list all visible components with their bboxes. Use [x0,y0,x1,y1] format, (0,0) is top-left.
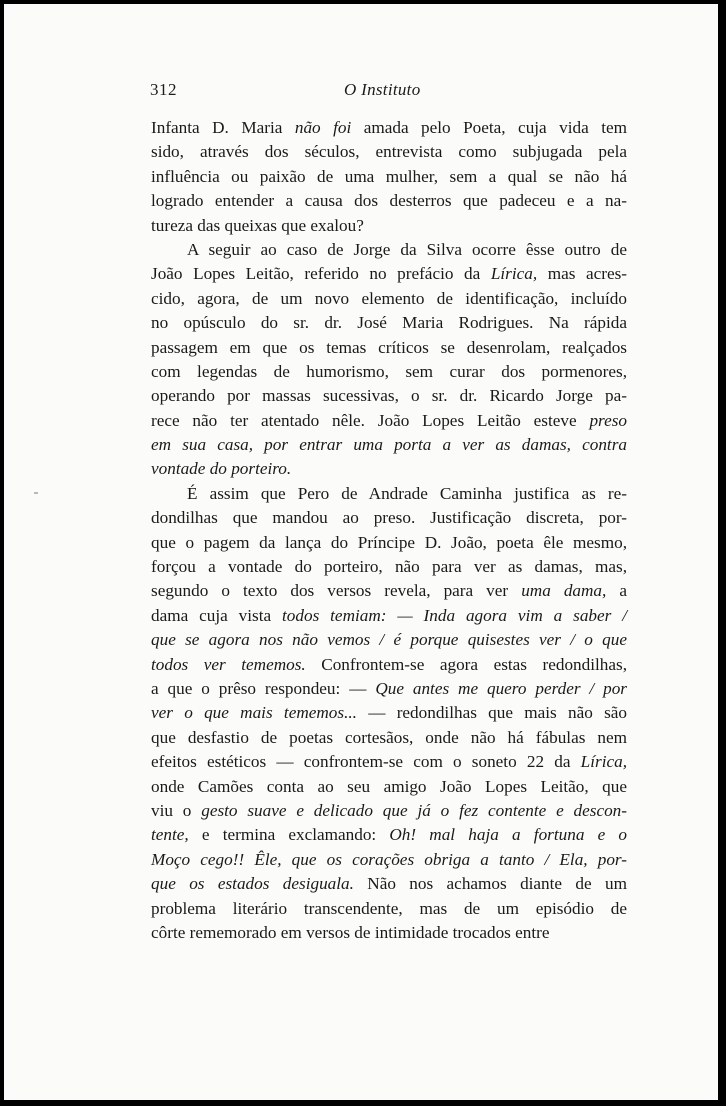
text-line [151,433,627,457]
text-line [151,775,627,799]
text-run: Infanta D. Maria [151,118,295,137]
italic-run: uma dama, [521,581,607,601]
text-run: dama cuja vista [151,605,283,625]
text-line [151,799,627,823]
text-run: tureza das queixas que exalou? [151,215,364,235]
text-line [151,409,627,433]
text-line [151,726,627,750]
text-run: a que o prêso respondeu: — [151,678,376,698]
italic-run: Lírica, [490,264,538,284]
text-line [151,140,627,164]
text-line [151,628,627,652]
text-run: logrado entender a causa dos desterros que padeceu e a na- [151,191,627,211]
running-head [4,80,718,102]
text-run: passagem em que os temas críticos se desenrolam, realçados [151,337,627,357]
text-line [151,238,627,262]
italic-run: em sua casa, por entrar uma porta a ver as damas, contra [151,435,627,455]
text-line [151,579,627,603]
text-run: cido, agora, de um novo elemento de identificação, incluído [151,288,627,308]
text-line [151,701,627,725]
paper-speck [34,492,38,494]
journal-title: O Instituto [344,80,421,99]
text-run: e termina exclamando: [188,825,390,845]
italic-run: Moço cego!! Êle, que os corações obriga a tanto / Ela, por- [151,849,627,869]
text-line [151,384,627,408]
italic-run: todos temiam: — Inda agora vim a saber / [282,605,628,625]
text-line [151,897,627,921]
paragraph-1 [151,116,627,238]
text-run: que o pagem da lança do Príncipe D. João, poeta êle mesmo, [151,532,627,552]
text-run: viu o [151,800,202,820]
text-line [151,457,627,481]
text-line [151,848,627,872]
paragraph-3 [151,482,627,945]
text-run: João Lopes Leitão, referido no prefácio da [151,264,491,284]
italic-run: todos ver tememos. [151,654,306,674]
text-run: no opúsculo do sr. dr. José Maria Rodrigues. Na rápida [151,313,627,333]
text-line [151,506,627,530]
text-run: efeitos estéticos — confrontem-se com o soneto 22 da [151,752,581,772]
italic-run: que os estados desiguala. [151,874,354,894]
text-line [151,287,627,311]
text-run: forçou a vontade do porteiro, não para ver as damas, mas, [151,557,627,577]
italic-run: vontade do porteiro. [151,459,292,479]
book-page [4,4,718,1100]
text-run: Confrontem-se agora estas redondilhas, [305,654,627,674]
text-line [151,165,627,189]
italic-run: ver o que mais tememos... [151,703,357,723]
text-body [151,116,627,945]
text-line [151,336,627,360]
text-run: a [606,581,627,601]
italic-run: não foi [294,118,352,137]
text-run: É assim que Pero de Andrade Caminha justifica as re- [187,483,627,503]
text-line [151,360,627,384]
text-run: influência ou paixão de uma mulher, sem a qual se não há [151,166,627,186]
text-run: com legendas de humorismo, sem curar dos pormenores, [151,361,627,381]
text-run: dondilhas que mandou ao preso. Justificação discreta, por- [151,508,627,528]
text-line [151,823,627,847]
text-run: A seguir ao caso de Jorge da Silva ocorre êsse outro de [187,239,627,259]
text-line [151,921,627,945]
italic-run: preso [589,410,627,430]
text-line [151,311,627,335]
text-line [151,677,627,701]
italic-run: Oh! mal haja a fortuna e o [389,825,628,845]
text-run: rece não ter atentado nêle. João Lopes Leitão esteve [151,410,590,430]
text-line [151,750,627,774]
page-number: 312 [150,80,177,99]
text-line [151,653,627,677]
italic-run: tente, [151,825,189,845]
text-line [151,872,627,896]
text-run: onde Camões conta ao seu amigo João Lopes Leitão, que [151,776,627,796]
paragraph-2 [151,238,627,482]
text-run: — redondilhas que mais não são [356,703,627,723]
text-run: Não nos achamos diante de um [353,874,627,894]
italic-run: gesto suave e delicado que já o fez contente e descon- [201,800,627,820]
text-run: amada pelo Poeta, cuja vida tem [351,118,627,137]
italic-run: Que antes me quero perder / por [375,678,627,698]
text-line [151,482,627,506]
text-line [151,116,627,140]
text-run: côrte rememorado em versos de intimidade trocados entre [151,922,550,942]
italic-run: Lírica, [580,752,627,772]
text-run: sido, através dos séculos, entrevista como subjugada pela [151,142,627,162]
text-run: mas acres- [537,264,627,284]
text-run: segundo o texto dos versos revela, para ver [151,581,522,601]
text-line [151,555,627,579]
text-run: problema literário transcendente, mas de um episódio de [151,898,627,918]
text-line [151,531,627,555]
text-line [151,604,627,628]
text-line [151,262,627,286]
text-run: operando por massas sucessivas, o sr. dr. Ricardo Jorge pa- [151,386,627,406]
text-run: que desfastio de poetas cortesãos, onde não há fábulas nem [151,727,627,747]
text-line [151,214,627,238]
text-line [151,189,627,213]
italic-run: que se agora nos não vemos / é porque quisestes ver / o que [151,630,627,650]
